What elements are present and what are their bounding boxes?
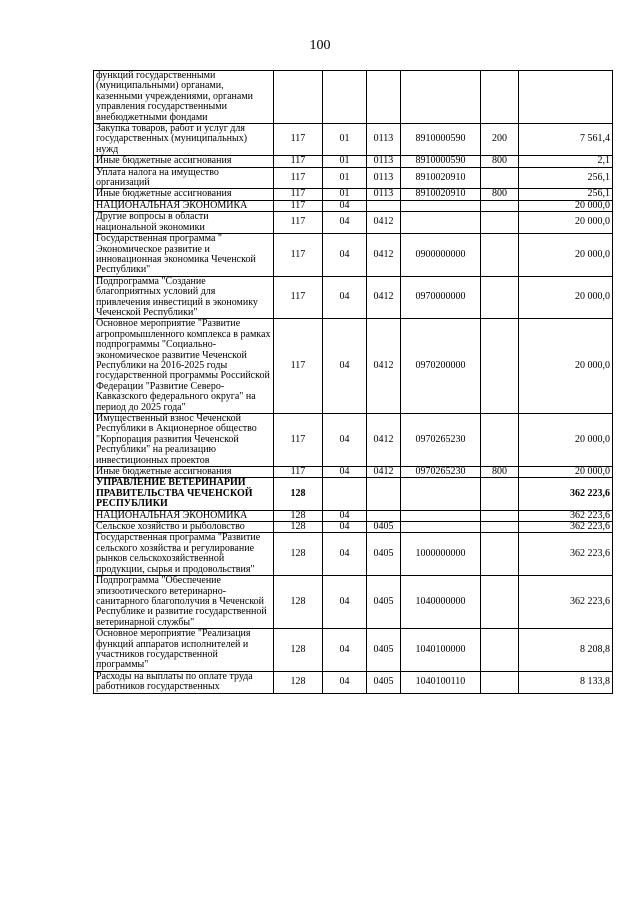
subsection-code-cell bbox=[367, 478, 401, 510]
ministry-code-cell: 117 bbox=[274, 212, 323, 234]
section-code-cell: 01 bbox=[323, 124, 367, 156]
amount-cell: 20 000,0 bbox=[519, 319, 613, 414]
section-code-cell: 04 bbox=[323, 467, 367, 478]
target-article-cell: 8910000590 bbox=[401, 124, 481, 156]
amount-cell: 20 000,0 bbox=[519, 467, 613, 478]
amount-cell: 2,1 bbox=[519, 156, 613, 167]
subsection-code-cell: 0113 bbox=[367, 124, 401, 156]
section-code-cell: 04 bbox=[323, 576, 367, 629]
amount-cell: 362 223,6 bbox=[519, 533, 613, 576]
expense-name-cell: Закупка товаров, работ и услуг для государственных (муниципальных) нужд bbox=[94, 124, 274, 156]
expense-name-cell: Иные бюджетные ассигнования bbox=[94, 156, 274, 167]
table-row bbox=[94, 156, 613, 167]
subsection-code-cell bbox=[367, 510, 401, 521]
section-code-cell: 04 bbox=[323, 200, 367, 211]
table-row bbox=[94, 478, 613, 510]
table-row bbox=[94, 522, 613, 533]
target-article-cell: 0970265230 bbox=[401, 414, 481, 467]
target-article-cell: 0900000000 bbox=[401, 234, 481, 277]
expense-name-cell: НАЦИОНАЛЬНАЯ ЭКОНОМИКА bbox=[94, 200, 274, 211]
amount-cell bbox=[519, 71, 613, 124]
amount-cell: 256,1 bbox=[519, 189, 613, 200]
expense-name-cell: Подпрограмма "Обеспечение эпизоотического ветеринарно-санитарного благополучия в Чеченской Республике и развитие государственной ветеринарной службы" bbox=[94, 576, 274, 629]
expense-name-cell: Государственная программа " Экономическое развитие и инновационная экономика Чеченской Республики" bbox=[94, 234, 274, 277]
ministry-code-cell: 128 bbox=[274, 629, 323, 672]
section-code-cell bbox=[323, 478, 367, 510]
expense-type-cell bbox=[481, 522, 519, 533]
section-code-cell: 04 bbox=[323, 522, 367, 533]
expense-name-cell: Имущественный взнос Чеченской Республики в Акционерное общество "Корпорация развития Чеченской Республики" на реализацию инвестиционных проектов bbox=[94, 414, 274, 467]
ministry-code-cell: 128 bbox=[274, 671, 323, 693]
ministry-code-cell: 128 bbox=[274, 478, 323, 510]
expense-type-cell bbox=[481, 478, 519, 510]
table-row bbox=[94, 276, 613, 319]
ministry-code-cell: 117 bbox=[274, 467, 323, 478]
expense-name-cell: УПРАВЛЕНИЕ ВЕТЕРИНАРИИ ПРАВИТЕЛЬСТВА ЧЕЧЕНСКОЙ РЕСПУБЛИКИ bbox=[94, 478, 274, 510]
expense-type-cell bbox=[481, 414, 519, 467]
table-row bbox=[94, 671, 613, 693]
amount-cell: 7 561,4 bbox=[519, 124, 613, 156]
expense-type-cell bbox=[481, 629, 519, 672]
table-row bbox=[94, 212, 613, 234]
target-article-cell: 8910000590 bbox=[401, 156, 481, 167]
amount-cell: 20 000,0 bbox=[519, 414, 613, 467]
target-article-cell: 0970265230 bbox=[401, 467, 481, 478]
target-article-cell: 0970200000 bbox=[401, 319, 481, 414]
table-row bbox=[94, 414, 613, 467]
section-code-cell bbox=[323, 71, 367, 124]
ministry-code-cell: 117 bbox=[274, 124, 323, 156]
expense-type-cell bbox=[481, 167, 519, 189]
target-article-cell: 1040100110 bbox=[401, 671, 481, 693]
ministry-code-cell: 128 bbox=[274, 533, 323, 576]
table-row bbox=[94, 200, 613, 211]
amount-cell: 20 000,0 bbox=[519, 200, 613, 211]
expense-type-cell bbox=[481, 234, 519, 277]
table-row bbox=[94, 629, 613, 672]
subsection-code-cell: 0405 bbox=[367, 671, 401, 693]
table-row bbox=[94, 234, 613, 277]
subsection-code-cell: 0113 bbox=[367, 167, 401, 189]
expense-name-cell: Другие вопросы в области национальной экономики bbox=[94, 212, 274, 234]
expense-name-cell: Расходы на выплаты по оплате труда работников государственных bbox=[94, 671, 274, 693]
subsection-code-cell: 0405 bbox=[367, 629, 401, 672]
ministry-code-cell: 128 bbox=[274, 510, 323, 521]
ministry-code-cell: 128 bbox=[274, 522, 323, 533]
expense-type-cell bbox=[481, 319, 519, 414]
section-code-cell: 01 bbox=[323, 156, 367, 167]
expense-type-cell bbox=[481, 533, 519, 576]
expense-type-cell: 200 bbox=[481, 124, 519, 156]
ministry-code-cell: 117 bbox=[274, 414, 323, 467]
section-code-cell: 04 bbox=[323, 212, 367, 234]
target-article-cell: 8910020910 bbox=[401, 189, 481, 200]
amount-cell: 20 000,0 bbox=[519, 234, 613, 277]
expense-type-cell bbox=[481, 671, 519, 693]
table-row bbox=[94, 319, 613, 414]
expense-name-cell: Государственная программа "Развитие сельского хозяйства и регулирование рынков сельскохозяйственной продукции, сырья и продовольствия" bbox=[94, 533, 274, 576]
page-number: 100 bbox=[309, 38, 331, 53]
target-article-cell bbox=[401, 200, 481, 211]
amount-cell: 362 223,6 bbox=[519, 478, 613, 510]
section-code-cell: 04 bbox=[323, 319, 367, 414]
subsection-code-cell: 0405 bbox=[367, 576, 401, 629]
expense-type-cell bbox=[481, 510, 519, 521]
table-row bbox=[94, 167, 613, 189]
section-code-cell: 04 bbox=[323, 414, 367, 467]
target-article-cell: 0970000000 bbox=[401, 276, 481, 319]
target-article-cell bbox=[401, 71, 481, 124]
amount-cell: 362 223,6 bbox=[519, 576, 613, 629]
subsection-code-cell: 0113 bbox=[367, 189, 401, 200]
target-article-cell: 8910020910 bbox=[401, 167, 481, 189]
budget-table bbox=[93, 70, 613, 694]
target-article-cell: 1040000000 bbox=[401, 576, 481, 629]
section-code-cell: 04 bbox=[323, 629, 367, 672]
subsection-code-cell: 0412 bbox=[367, 319, 401, 414]
section-code-cell: 01 bbox=[323, 189, 367, 200]
subsection-code-cell: 0412 bbox=[367, 467, 401, 478]
subsection-code-cell: 0412 bbox=[367, 212, 401, 234]
section-code-cell: 04 bbox=[323, 533, 367, 576]
subsection-code-cell: 0113 bbox=[367, 156, 401, 167]
table-row bbox=[94, 510, 613, 521]
expense-type-cell bbox=[481, 276, 519, 319]
target-article-cell bbox=[401, 510, 481, 521]
table-row bbox=[94, 576, 613, 629]
ministry-code-cell: 117 bbox=[274, 319, 323, 414]
table-body bbox=[94, 71, 613, 694]
expense-name-cell: Уплата налога на имущество организаций bbox=[94, 167, 274, 189]
subsection-code-cell: 0405 bbox=[367, 522, 401, 533]
expense-name-cell: функций государственными (муниципальными) органами, казенными учреждениями, органами управления государственными внебюджетными фондами bbox=[94, 71, 274, 124]
expense-type-cell: 800 bbox=[481, 189, 519, 200]
subsection-code-cell: 0412 bbox=[367, 234, 401, 277]
expense-name-cell: Основное мероприятие "Развитие агропромышленного комплекса в рамках подпрограммы "Социально-экономическое развитие Чеченской Республики на 2016-2025 годы государственной программы Российской Федерации "Развитие Северо-Кавказского федерального округа" на период до 2025 года" bbox=[94, 319, 274, 414]
ministry-code-cell: 117 bbox=[274, 189, 323, 200]
section-code-cell: 01 bbox=[323, 167, 367, 189]
subsection-code-cell: 0405 bbox=[367, 533, 401, 576]
amount-cell: 8 208,8 bbox=[519, 629, 613, 672]
expense-type-cell bbox=[481, 200, 519, 211]
subsection-code-cell bbox=[367, 71, 401, 124]
ministry-code-cell: 117 bbox=[274, 234, 323, 277]
target-article-cell: 1040100000 bbox=[401, 629, 481, 672]
table-row bbox=[94, 467, 613, 478]
section-code-cell: 04 bbox=[323, 234, 367, 277]
ministry-code-cell: 117 bbox=[274, 167, 323, 189]
subsection-code-cell bbox=[367, 200, 401, 211]
amount-cell: 256,1 bbox=[519, 167, 613, 189]
expense-name-cell: Сельское хозяйство и рыболовство bbox=[94, 522, 274, 533]
expense-type-cell: 800 bbox=[481, 156, 519, 167]
ministry-code-cell: 117 bbox=[274, 276, 323, 319]
section-code-cell: 04 bbox=[323, 510, 367, 521]
expense-name-cell: Иные бюджетные ассигнования bbox=[94, 189, 274, 200]
expense-type-cell bbox=[481, 576, 519, 629]
target-article-cell: 1000000000 bbox=[401, 533, 481, 576]
subsection-code-cell: 0412 bbox=[367, 276, 401, 319]
ministry-code-cell bbox=[274, 71, 323, 124]
table-row bbox=[94, 124, 613, 156]
expense-name-cell: НАЦИОНАЛЬНАЯ ЭКОНОМИКА bbox=[94, 510, 274, 521]
target-article-cell bbox=[401, 478, 481, 510]
expense-type-cell bbox=[481, 212, 519, 234]
amount-cell: 20 000,0 bbox=[519, 276, 613, 319]
expense-name-cell: Подпрограмма "Создание благоприятных условий для привлечения инвестиций в экономику Чеченской Республики" bbox=[94, 276, 274, 319]
ministry-code-cell: 117 bbox=[274, 156, 323, 167]
target-article-cell bbox=[401, 212, 481, 234]
amount-cell: 20 000,0 bbox=[519, 212, 613, 234]
target-article-cell bbox=[401, 522, 481, 533]
section-code-cell: 04 bbox=[323, 276, 367, 319]
table-row bbox=[94, 71, 613, 124]
expense-name-cell: Иные бюджетные ассигнования bbox=[94, 467, 274, 478]
expense-type-cell bbox=[481, 71, 519, 124]
expense-name-cell: Основное мероприятие "Реализация функций аппаратов исполнителей и участников государственной программы" bbox=[94, 629, 274, 672]
table-row bbox=[94, 533, 613, 576]
expense-type-cell: 800 bbox=[481, 467, 519, 478]
subsection-code-cell: 0412 bbox=[367, 414, 401, 467]
ministry-code-cell: 128 bbox=[274, 576, 323, 629]
amount-cell: 362 223,6 bbox=[519, 522, 613, 533]
section-code-cell: 04 bbox=[323, 671, 367, 693]
ministry-code-cell: 117 bbox=[274, 200, 323, 211]
table-row bbox=[94, 189, 613, 200]
amount-cell: 362 223,6 bbox=[519, 510, 613, 521]
amount-cell: 8 133,8 bbox=[519, 671, 613, 693]
